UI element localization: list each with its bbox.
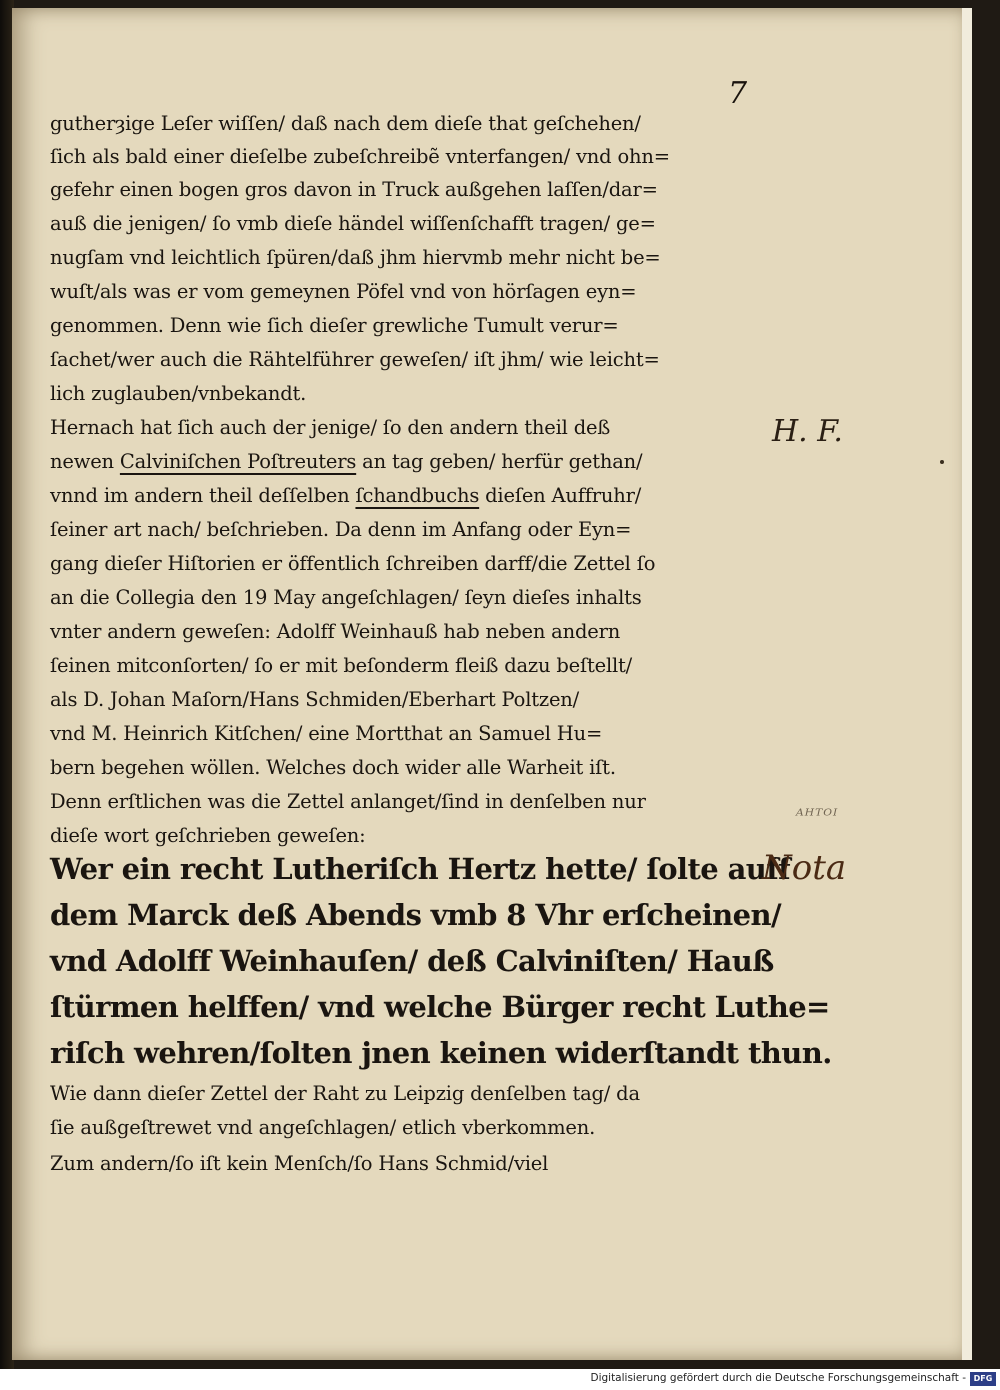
text-line-3: gefehr einen bogen gros davon in Truck außgehen laſſen/dar=	[50, 178, 658, 201]
text-line-17: ſeinen mitconſorten/ ſo er mit beſonderm fleiß dazu beſtellt/	[50, 654, 633, 677]
footer-credit: Digitalisierung gefördert durch die Deutsche Forschungsgemeinschaft -	[590, 1372, 966, 1384]
dfg-logo: DFG	[970, 1372, 996, 1386]
underlined-phrase: ſchandbuchs	[355, 484, 480, 507]
text-line-22: dieſe wort geſchrieben geweſen:	[50, 824, 366, 847]
text-line-25: vnd Adolff Weinhauſen/ deß Calviniſten/ Hauß	[50, 944, 774, 978]
text-line-28: Wie dann dieſer Zettel der Raht zu Leipzig denſelben tag/ da	[50, 1082, 640, 1105]
text-line-15: an die Collegia den 19 May angeſchlagen/ ſeyn dieſes inhalts	[50, 586, 642, 609]
text-line-10: Hernach hat ſich auch der jenige/ ſo den andern theil deß	[50, 416, 611, 439]
text-line-4: auß die jenigen/ ſo vmb dieſe händel wiſſenſchafft tragen/ ge=	[50, 212, 656, 235]
text-line-12	[50, 484, 641, 507]
margin-note-smudge: ᴬᴴᵀᴼᴵ	[796, 806, 839, 826]
text-line-29: ſie außgeſtrewet vnd angeſchlagen/ etlich vberkommen.	[50, 1116, 596, 1139]
footer-bar	[0, 1369, 1000, 1390]
text-line-5: nugſam vnd leichtlich ſpüren/daß jhm hiervmb mehr nicht be=	[50, 246, 661, 269]
underlined-phrase: Calviniſchen Poſtreuters	[119, 450, 357, 473]
text-segment: an tag geben/ herfür gethan/	[356, 450, 643, 473]
text-segment: vnnd im andern theil deſſelben	[50, 484, 356, 507]
text-line-14: gang dieſer Hiſtorien er öffentlich ſchreiben darff/die Zettel ſo	[50, 552, 656, 575]
text-line-21: Denn erſtlichen was die Zettel anlanget/ſind in denſelben nur	[50, 790, 646, 813]
text-line-8: ſachet/wer auch die Rähtelführer geweſen/ iſt jhm/ wie leicht=	[50, 348, 660, 371]
text-line-20: bern begehen wöllen. Welches doch wider alle Warheit iſt.	[50, 756, 616, 779]
text-line-30: Zum andern/ſo iſt kein Menſch/ſo Hans Schmid/viel	[50, 1152, 549, 1175]
text-line-19: vnd M. Heinrich Kitſchen/ eine Mortthat an Samuel Hu=	[50, 722, 603, 745]
text-line-23: Wer ein recht Lutheriſch Hertz hette/ ſolte auff	[50, 852, 791, 886]
margin-note-hf: H. F.	[772, 414, 843, 449]
text-segment: dieſen Auffruhr/	[479, 484, 642, 507]
text-line-11	[50, 450, 642, 473]
text-line-13: ſeiner art nach/ beſchrieben. Da denn im Anfang oder Eyn=	[50, 518, 632, 541]
text-line-1: gutherȝige Leſer wiſſen/ daß nach dem dieſe that geſchehen/	[50, 112, 641, 135]
text-line-6: wuſt/als was er vom gemeynen Pöfel vnd von hörſagen eyn=	[50, 280, 637, 303]
text-line-18: als D. Johan Maſorn/Hans Schmiden/Eberhart Poltzen/	[50, 688, 580, 711]
text-segment: newen	[50, 450, 120, 473]
ink-speck	[940, 460, 944, 464]
text-line-16: vnter andern geweſen: Adolff Weinhauß hab neben andern	[50, 620, 621, 643]
page-edge	[962, 8, 972, 1360]
text-line-26: ſtürmen helffen/ vnd welche Bürger recht Luthe=	[50, 990, 830, 1024]
text-line-9: lich zuglauben/vnbekandt.	[50, 382, 307, 405]
page-number: 7	[728, 76, 748, 111]
text-line-7: genommen. Denn wie ſich dieſer grewliche Tumult verur=	[50, 314, 619, 337]
text-line-2: ſich als bald einer dieſelbe zubeſchreibẽ vnterfangen/ vnd ohn=	[50, 145, 670, 168]
margin-note-nota: Nota	[762, 848, 847, 888]
text-line-27: riſch wehren/ſolten jnen keinen widerſtandt thun.	[50, 1036, 832, 1070]
text-line-24: dem Marck deß Abends vmb 8 Vhr erſcheinen/	[50, 898, 781, 932]
